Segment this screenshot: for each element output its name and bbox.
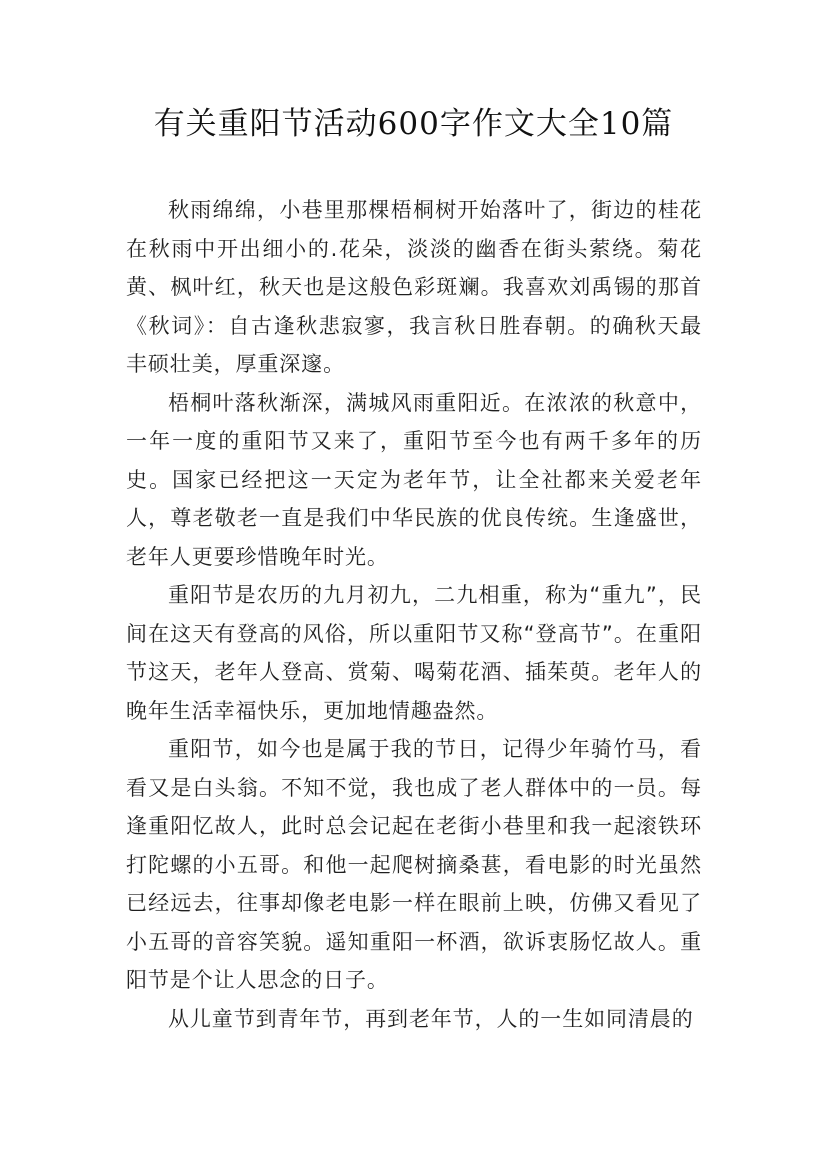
paragraph-1: 秋雨绵绵，小巷里那棵梧桐树开始落叶了，街边的桂花在秋雨中开出细小的.花朵，淡淡的幽香在街头萦绕。菊花黄、枫叶红，秋天也是这般色彩斑斓。我喜欢刘禹锡的那首《秋词》：自古逢秋悲寂寥，我言秋日胜春朝。的确秋天最丰硕壮美，厚重深邃。	[126, 198, 702, 376]
paragraph-3: 重阳节是农历的九月初九，二九相重，称为“重九”，民间在这天有登高的风俗，所以重阳节又称“登高节”。在重阳节这天，老年人登高、赏菊、喝菊花酒、插茱萸。老年人的晚年生活幸福快乐，更加地情趣盎然。	[126, 583, 702, 723]
paragraph-4: 重阳节，如今也是属于我的节日，记得少年骑竹马，看看又是白头翁。不知不觉，我也成了老人群体中的一员。每逢重阳忆故人，此时总会记起在老街小巷里和我一起滚铁环打陀螺的小五哥。和他一起爬树摘桑葚，看电影的时光虽然已经远去，往事却像老电影一样在眼前上映，仿佛又看见了小五哥的音容笑貌。遥知重阳一杯酒，欲诉衷肠忆故人。重阳节是个让人思念的日子。	[126, 737, 702, 992]
document-title: 有关重阳节活动600字作文大全10篇	[153, 106, 674, 142]
paragraph-5: 从儿童节到青年节，再到老年节，人的一生如同清晨的	[168, 1006, 694, 1031]
paragraph-2: 梧桐叶落秋渐深，满城风雨重阳近。在浓浓的秋意中，一年一度的重阳节又来了，重阳节至今也有两千多年的历史。国家已经把这一天定为老年节，让全社都来关爱老年人，尊老敬老一直是我们中华民族的优良传统。生逢盛世，老年人更要珍惜晚年时光。	[126, 390, 702, 569]
document-body	[126, 191, 702, 1038]
